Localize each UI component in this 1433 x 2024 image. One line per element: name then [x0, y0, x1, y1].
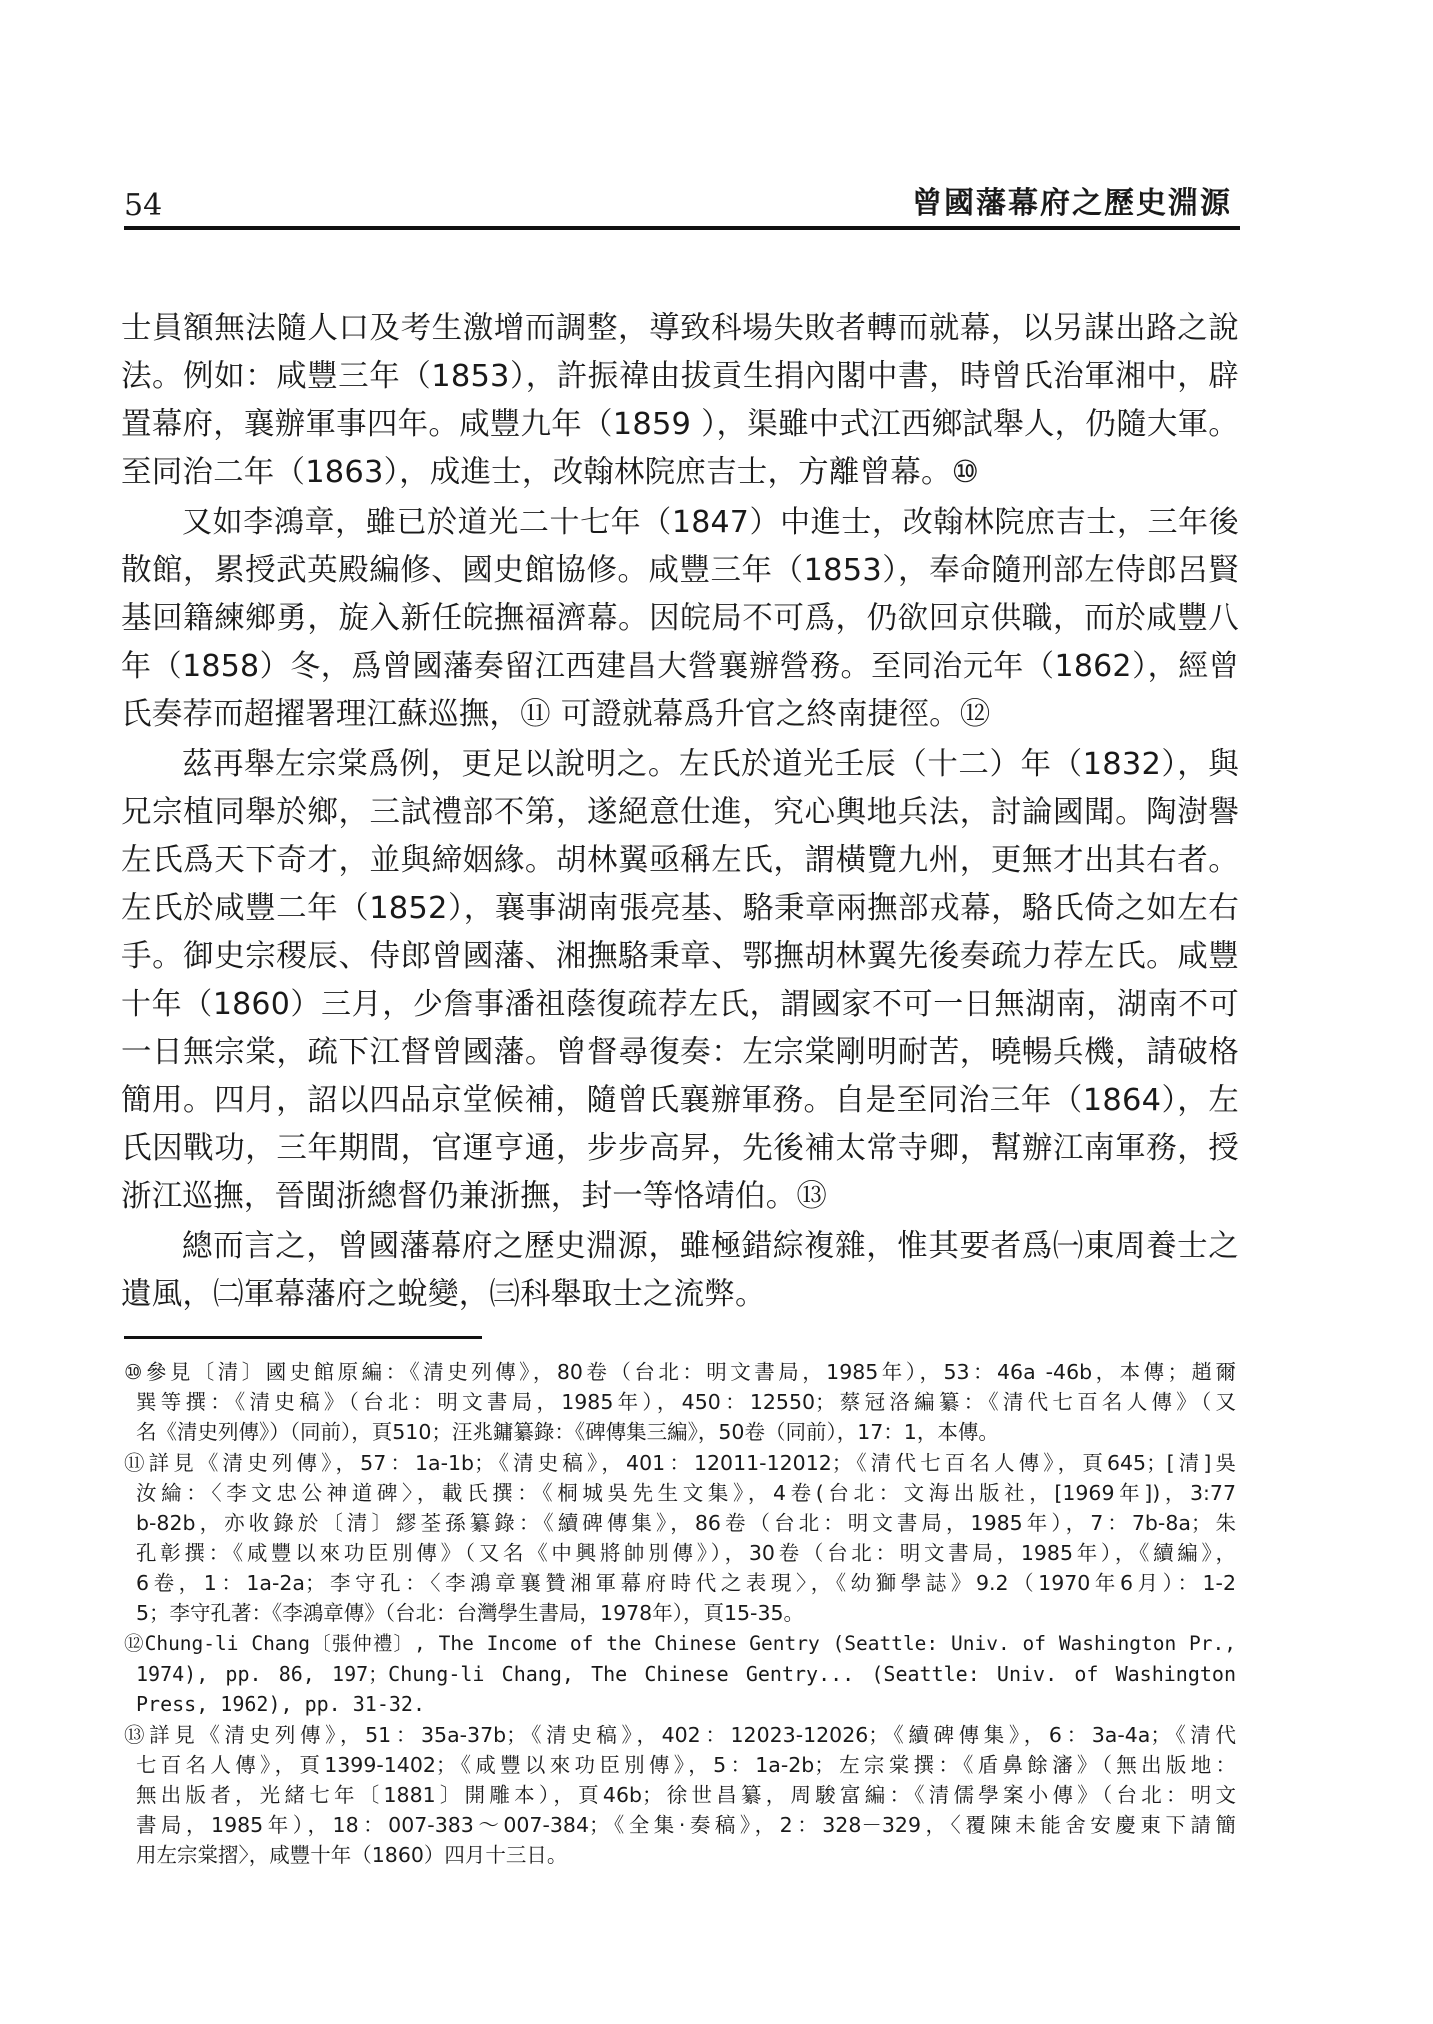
header-rule — [124, 226, 1240, 230]
footnote-line: 書局，1985年），18：007-383～007-384；《全集·奏稿》，2：328－329，〈覆陳未能舍安慶東下請簡 — [136, 1813, 1236, 1837]
text-line: 一日無宗棠，疏下江督曾國藩。曾督尋復奏：左宗棠剛明耐苦，曉暢兵機，請破格 — [121, 1035, 1239, 1070]
footnote-line: ⑪詳見《清史列傳》，57：1a-1b；《清史稿》，401：12011-12012；《清代七百名人傳》，頁645；[清]吳 — [124, 1451, 1236, 1475]
text-line: 浙江巡撫，晉閩浙總督仍兼浙撫，封一等恪靖伯。⑬ — [121, 1179, 828, 1214]
footnote-line: 5；李守孔著：《李鴻章傳》（台北：台灣學生書局，1978年），頁15-35。 — [136, 1601, 805, 1625]
text-line: 士員額無法隨人口及考生激增而調整，導致科場失敗者轉而就幕，以另謀出路之說 — [121, 311, 1239, 346]
footnote-line: b-82b，亦收錄於〔清〕繆荃孫纂錄：《續碑傳集》，86卷（台北：明文書局，1985年），7：7b-8a；朱 — [136, 1511, 1236, 1535]
paragraph — [121, 305, 1239, 497]
footnote-line: ⑫Chung-li Chang〔張仲禮〕, The Income of the Chinese Gentry (Seattle: Univ. of Washington Pr., — [124, 1632, 1236, 1655]
text-line: 又如李鴻章，雖已於道光二十七年（1847）中進士，改翰林院庶吉士，三年後 — [182, 505, 1239, 540]
footnote-line: 名《清史列傳》）（同前），頁510；汪兆鏞纂錄：《碑傳集三編》，50卷（同前），17：1，本傳。 — [136, 1420, 999, 1444]
running-title: 曾國藩幕府之歷史淵源 — [912, 186, 1232, 221]
text-line: 氏因戰功，三年期間，官運亨通，步步高昇，先後補太常寺卿，幫辦江南軍務，授 — [121, 1131, 1239, 1166]
footnote-rule — [124, 1336, 482, 1339]
footnote-line: 無出版者，光緒七年〔1881〕開雕本），頁46b；徐世昌纂，周駿富編：《清儒學案小傳》（台北：明文 — [136, 1783, 1236, 1807]
footnote-line: 6卷，1：1a-2a；李守孔：〈李鴻章襄贊湘軍幕府時代之表現〉，《幼獅學誌》9.2（1970年6月）：1-2 — [136, 1571, 1236, 1595]
text-line: 散館，累授武英殿編修、國史館協修。咸豐三年（1853），奉命隨刑部左侍郎呂賢 — [121, 553, 1239, 588]
text-line: 年（1858）冬，爲曾國藩奏留江西建昌大營襄辦營務。至同治元年（1862），經曾 — [121, 649, 1239, 684]
text-line: 基回籍練鄉勇，旋入新任皖撫福濟幕。因皖局不可爲，仍欲回京供職，而於咸豐八 — [121, 601, 1239, 636]
text-line: 置幕府，襄辦軍事四年。咸豐九年（1859 ），渠雖中式江西鄉試舉人，仍隨大軍。 — [121, 407, 1239, 442]
text-line: 手。御史宗稷辰、侍郎曾國藩、湘撫駱秉章、鄂撫胡林翼先後奏疏力荐左氏。咸豐 — [121, 939, 1239, 974]
footnote-line: 1974), pp. 86, 197；Chung-li Chang, The Chinese Gentry... (Seattle: Univ. of Washington — [136, 1662, 1236, 1686]
footnote-90 — [124, 1357, 1236, 1447]
text-line: 簡用。四月，詔以四品京堂候補，隨曾氏襄辦軍務。自是至同治三年（1864），左 — [121, 1083, 1239, 1118]
text-line: 法。例如：咸豐三年（1853），許振禕由拔貢生捐內閣中書，時曾氏治軍湘中，辟 — [121, 359, 1239, 394]
page-number: 54 — [124, 188, 163, 223]
footnote-line: 巽等撰：《清史稿》（台北：明文書局，1985年），450：12550；蔡冠洛編纂：《清代七百名人傳》（又 — [136, 1390, 1236, 1414]
paragraph-continued — [121, 1271, 1239, 1319]
footnote-93 — [124, 1720, 1236, 1870]
text-line: 茲再舉左宗棠爲例，更足以說明之。左氏於道光壬辰（十二）年（1832），與 — [182, 747, 1239, 782]
footnotes — [124, 1357, 1236, 1870]
text-line: 總而言之，曾國藩幕府之歷史淵源，雖極錯綜複雜，惟其要者爲㈠東周養士之 — [182, 1229, 1239, 1264]
text-line: 遺風，㈡軍幕藩府之蛻變，㈢科舉取士之流弊。 — [121, 1277, 766, 1312]
paragraph-continued — [121, 547, 1239, 739]
text-line: 氏奏荐而超擢署理江蘇巡撫，⑪ 可證就幕爲升官之終南捷徑。⑫ — [121, 697, 991, 732]
footnote-line: 孔彰撰：《咸豐以來功臣別傳》（又名《中興將帥別傳》），30卷（台北：明文書局，1985年），《續編》， — [136, 1541, 1236, 1565]
footnote-line: 汝綸：〈李文忠公神道碑〉，載氏撰：《桐城吳先生文集》，4卷(台北：文海出版社，[1969年])，3:77 — [136, 1481, 1236, 1505]
text-line: 兄宗植同舉於鄉，三試禮部不第，遂絕意仕進，究心輿地兵法，討論國聞。陶澍譽 — [121, 795, 1239, 830]
footnote-91 — [124, 1448, 1236, 1628]
footnote-line: 用左宗棠摺〉，咸豐十年（1860）四月十三日。 — [136, 1843, 568, 1867]
text-line: 左氏爲天下奇才，並與締姻緣。胡林翼亟稱左氏，謂橫覽九州，更無才出其右者。 — [121, 843, 1239, 878]
footnote-line: 七百名人傳》，頁1399-1402；《咸豐以來功臣別傳》，5：1a-2b；左宗棠撰：《盾鼻餘瀋》（無出版地： — [136, 1753, 1236, 1777]
text-line: 十年（1860）三月，少詹事潘祖蔭復疏荐左氏，謂國家不可一日無湖南，湖南不可 — [121, 987, 1239, 1022]
footnote-line: Press, 1962), pp. 31-32. — [136, 1692, 425, 1716]
body-text — [121, 305, 1239, 1319]
footnote-line: ⑬詳見《清史列傳》，51：35a-37b；《清史稿》，402：12023-12026；《續碑傳集》，6：3a-4a；《清代 — [124, 1723, 1236, 1747]
paragraph-continued — [121, 789, 1239, 1221]
paragraph — [121, 741, 1239, 789]
footnote-92 — [124, 1629, 1236, 1719]
page-header — [124, 178, 1236, 228]
footnote-line: ⑩參見〔清〕國史館原編：《清史列傳》，80卷（台北：明文書局，1985年），53：46a -46b，本傳；趙爾 — [124, 1360, 1236, 1384]
paragraph — [121, 1223, 1239, 1271]
paragraph — [121, 499, 1239, 547]
text-line: 左氏於咸豐二年（1852），襄事湖南張亮基、駱秉章兩撫部戎幕，駱氏倚之如左右 — [121, 891, 1239, 926]
text-line: 至同治二年（1863），成進士，改翰林院庶吉士，方離曾幕。⑩ — [121, 455, 980, 490]
